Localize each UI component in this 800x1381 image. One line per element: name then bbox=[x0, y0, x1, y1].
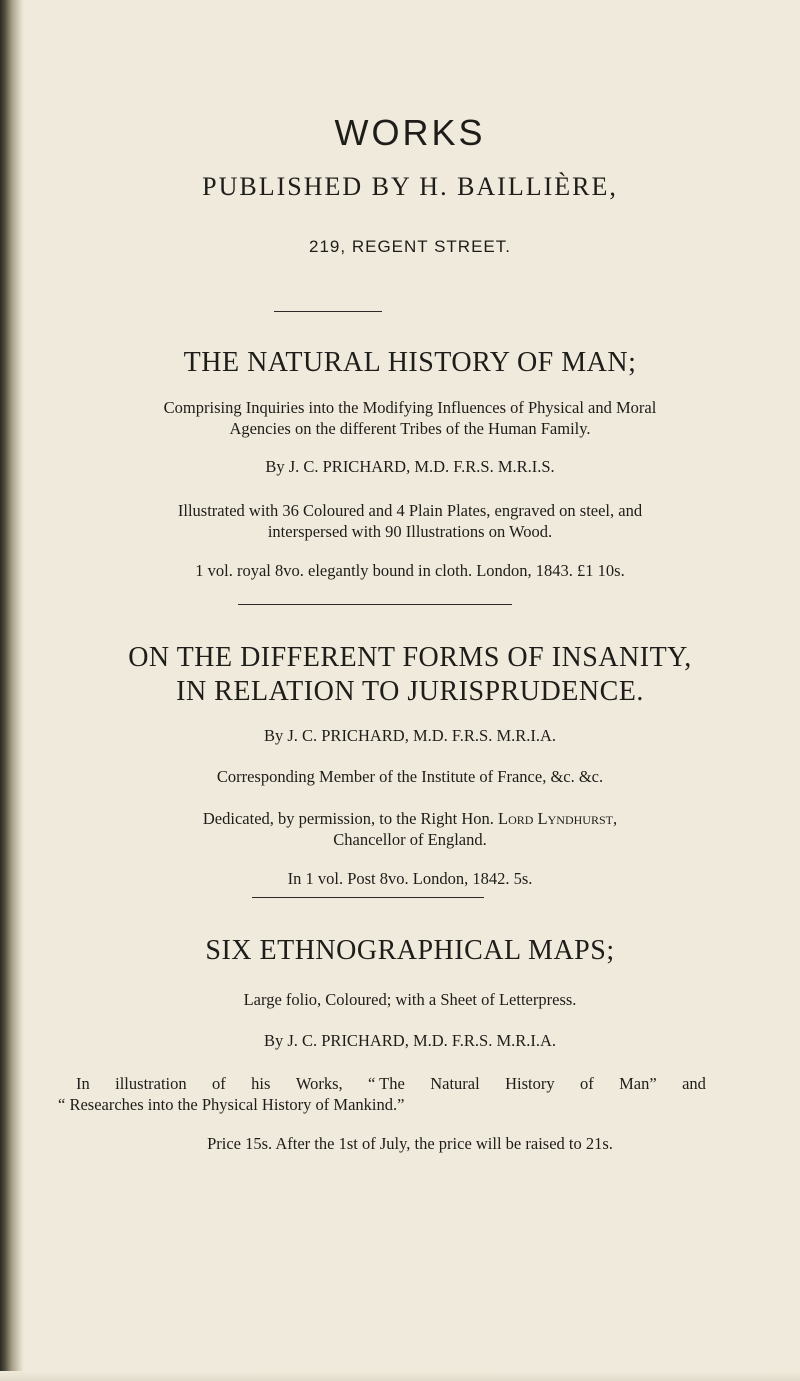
work-author: By J. C. PRICHARD, M.D. F.R.S. M.R.I.A. bbox=[263, 726, 557, 745]
word: illustration bbox=[115, 1074, 187, 1093]
work-author: By J. C. PRICHARD, M.D. F.R.S. M.R.I.S. bbox=[265, 457, 555, 476]
word: In bbox=[76, 1074, 90, 1093]
work-format: Large folio, Coloured; with a Sheet of Letterpress. bbox=[243, 990, 577, 1009]
work-details: 1 vol. royal 8vo. elegantly bound in cloth. London, 1843. £1 10s. bbox=[195, 561, 625, 580]
work-author: By J. C. PRICHARD, M.D. F.R.S. M.R.I.A. bbox=[263, 1031, 557, 1050]
word: and bbox=[682, 1074, 706, 1093]
work-title-insanity: ON THE DIFFERENT FORMS OF INSANITY, bbox=[128, 642, 692, 673]
work-membership: Corresponding Member of the Institute of France, &c. &c. bbox=[216, 767, 604, 786]
work-dedication: Chancellor of England. bbox=[333, 830, 487, 849]
word: Natural bbox=[430, 1074, 480, 1093]
page-bottom-edge bbox=[0, 1371, 800, 1381]
word: Works, bbox=[295, 1074, 343, 1093]
publisher-line: PUBLISHED BY H. BAILLIÈRE, bbox=[202, 172, 618, 201]
word: “ The bbox=[368, 1074, 405, 1093]
work-price: Price 15s. After the 1st of July, the price will be raised to 21s. bbox=[207, 1134, 613, 1153]
work-details: In 1 vol. Post 8vo. London, 1842. 5s. bbox=[287, 869, 533, 888]
word: his bbox=[251, 1074, 271, 1093]
divider-rule bbox=[238, 604, 512, 605]
work-illustration-note: “ Researches into the Physical History of Mankind.” bbox=[58, 1095, 405, 1114]
work-illustrations: Illustrated with 36 Coloured and 4 Plain Plates, engraved on steel, and bbox=[177, 501, 643, 520]
publisher-address: 219, REGENT STREET. bbox=[309, 237, 511, 256]
binding-edge bbox=[0, 0, 24, 1381]
work-illustrations: interspersed with 90 Illustrations on Wood. bbox=[267, 522, 553, 541]
work-title-insanity: IN RELATION TO JURISPRUDENCE. bbox=[176, 676, 644, 707]
word: of bbox=[579, 1074, 594, 1093]
work-description: Agencies on the different Tribes of the Human Family. bbox=[229, 419, 591, 438]
work-dedication bbox=[40, 808, 780, 829]
work-illustration-note bbox=[76, 1073, 706, 1094]
dedication-prefix: Dedicated, by permission, to the Right Hon. bbox=[202, 809, 499, 828]
word: Man” bbox=[619, 1074, 657, 1093]
dedication-name: Lord Lyndhurst, bbox=[498, 809, 618, 828]
work-title-natural-history: THE NATURAL HISTORY OF MAN; bbox=[183, 347, 637, 378]
divider-rule bbox=[274, 311, 382, 312]
word: of bbox=[212, 1074, 226, 1093]
word: History bbox=[505, 1074, 555, 1093]
work-title-maps: SIX ETHNOGRAPHICAL MAPS; bbox=[205, 935, 615, 966]
work-description: Comprising Inquiries into the Modifying Influences of Physical and Moral bbox=[163, 398, 657, 417]
page-title: WORKS bbox=[334, 112, 486, 153]
divider-rule bbox=[252, 897, 484, 898]
